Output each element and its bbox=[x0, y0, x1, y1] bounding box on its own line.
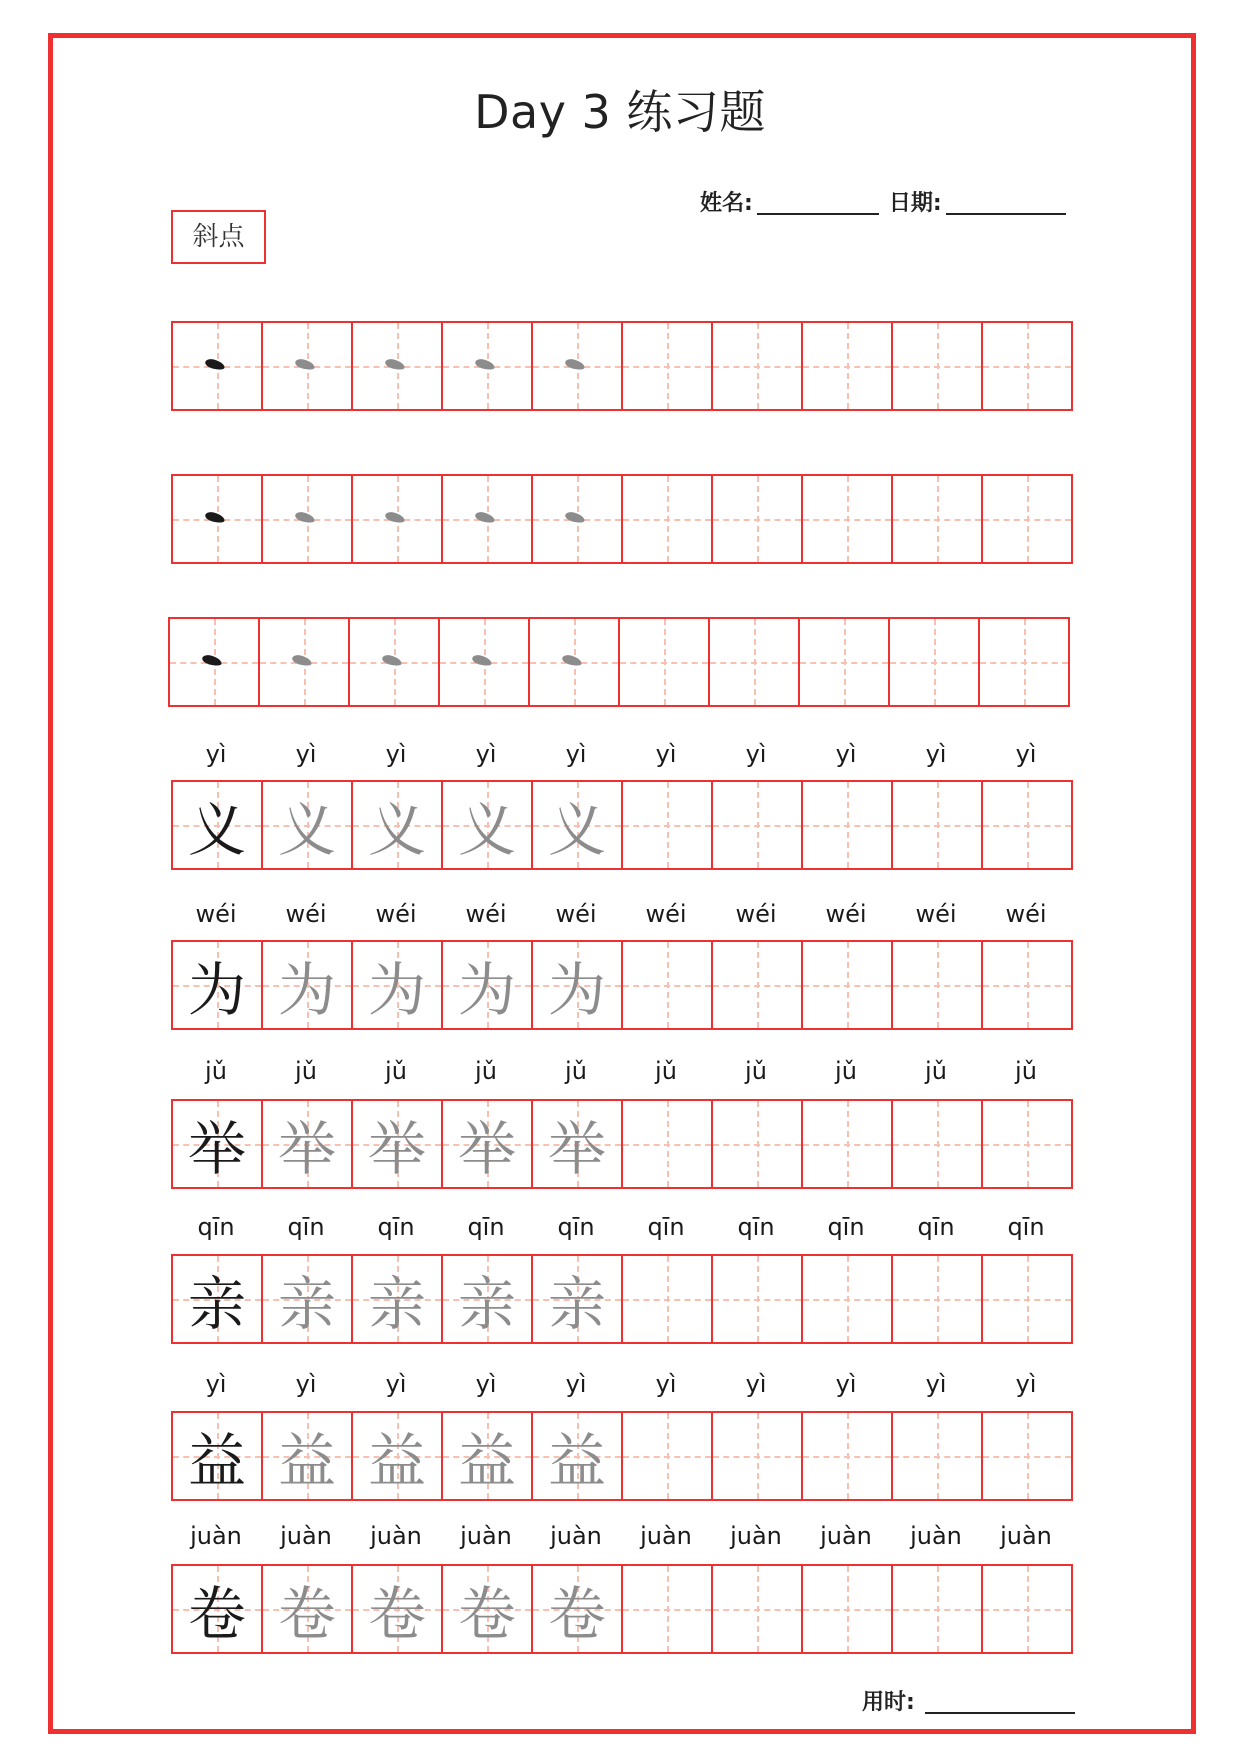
trace-cell bbox=[441, 940, 533, 1030]
pinyin-label: yì bbox=[1015, 1370, 1037, 1398]
pinyin-label: yì bbox=[835, 1370, 857, 1398]
dot-stroke-icon bbox=[291, 654, 313, 668]
pinyin-label: yì bbox=[295, 740, 317, 768]
empty-writing-cell[interactable] bbox=[981, 1564, 1073, 1654]
name-label: 姓名: bbox=[700, 191, 753, 216]
pinyin-label: juàn bbox=[190, 1522, 242, 1550]
pinyin-label: juàn bbox=[910, 1522, 962, 1550]
empty-writing-cell[interactable] bbox=[891, 474, 983, 564]
empty-writing-cell[interactable] bbox=[981, 940, 1073, 1030]
trace-cell bbox=[261, 1254, 353, 1344]
character-glyph: 举 bbox=[457, 1115, 516, 1183]
empty-writing-cell[interactable] bbox=[981, 780, 1073, 870]
empty-writing-cell[interactable] bbox=[621, 1564, 713, 1654]
model-cell bbox=[171, 474, 263, 564]
trace-cell bbox=[351, 1564, 443, 1654]
character-glyph: 为 bbox=[367, 956, 426, 1024]
character-glyph: 卷 bbox=[367, 1580, 426, 1648]
pinyin-label: yì bbox=[925, 1370, 947, 1398]
dot-stroke-icon bbox=[381, 654, 403, 668]
pinyin-label: yì bbox=[475, 1370, 497, 1398]
dot-stroke-icon bbox=[204, 511, 226, 525]
character-glyph: 卷 bbox=[547, 1580, 606, 1648]
dot-stroke-icon bbox=[204, 358, 226, 372]
pinyin-row bbox=[171, 1057, 1071, 1085]
character-glyph: 亲 bbox=[187, 1270, 246, 1338]
pinyin-label: jǔ bbox=[835, 1057, 857, 1085]
character-glyph: 卷 bbox=[457, 1580, 516, 1648]
pinyin-label: juàn bbox=[280, 1522, 332, 1550]
character-practice-row bbox=[171, 940, 1071, 1030]
pinyin-row bbox=[171, 1213, 1071, 1241]
pinyin-label: wéi bbox=[645, 900, 687, 928]
pinyin-label: jǔ bbox=[925, 1057, 947, 1085]
pinyin-label: yì bbox=[205, 1370, 227, 1398]
trace-cell bbox=[438, 617, 530, 707]
model-cell bbox=[171, 940, 263, 1030]
character-glyph: 亲 bbox=[277, 1270, 336, 1338]
model-cell bbox=[171, 1254, 263, 1344]
trace-cell bbox=[441, 780, 533, 870]
dot-stroke-icon bbox=[471, 654, 493, 668]
character-glyph: 举 bbox=[367, 1115, 426, 1183]
empty-writing-cell[interactable] bbox=[711, 1254, 803, 1344]
pinyin-label: qīn bbox=[647, 1213, 685, 1241]
pinyin-label: wéi bbox=[285, 900, 327, 928]
pinyin-label: jǔ bbox=[1015, 1057, 1037, 1085]
empty-writing-cell[interactable] bbox=[798, 617, 890, 707]
pinyin-label: qīn bbox=[287, 1213, 325, 1241]
pinyin-label: yì bbox=[385, 1370, 407, 1398]
character-glyph: 为 bbox=[187, 956, 246, 1024]
page-title: Day 3 练习题 bbox=[474, 85, 766, 139]
character-glyph: 为 bbox=[457, 956, 516, 1024]
pinyin-label: yì bbox=[835, 740, 857, 768]
empty-writing-cell[interactable] bbox=[891, 1564, 983, 1654]
trace-cell bbox=[261, 321, 353, 411]
student-meta bbox=[700, 186, 1076, 217]
character-practice-row bbox=[171, 780, 1071, 870]
character-glyph: 亲 bbox=[547, 1270, 606, 1338]
trace-cell bbox=[258, 617, 350, 707]
character-glyph: 益 bbox=[457, 1427, 516, 1495]
pinyin-label: yì bbox=[745, 740, 767, 768]
dot-stroke-icon bbox=[294, 511, 316, 525]
trace-cell bbox=[531, 940, 623, 1030]
pinyin-label: yì bbox=[745, 1370, 767, 1398]
model-cell bbox=[171, 1411, 263, 1501]
character-glyph: 举 bbox=[187, 1115, 246, 1183]
character-glyph: 义 bbox=[277, 796, 336, 864]
pinyin-label: yì bbox=[655, 1370, 677, 1398]
empty-writing-cell[interactable] bbox=[981, 321, 1073, 411]
empty-writing-cell[interactable] bbox=[801, 1254, 893, 1344]
pinyin-label: qīn bbox=[557, 1213, 595, 1241]
dot-stroke-icon bbox=[474, 511, 496, 525]
empty-writing-cell[interactable] bbox=[708, 617, 800, 707]
pinyin-label: jǔ bbox=[475, 1057, 497, 1085]
stroke-practice-row bbox=[171, 474, 1071, 564]
empty-writing-cell[interactable] bbox=[711, 1099, 803, 1189]
empty-writing-cell[interactable] bbox=[711, 321, 803, 411]
date-field[interactable] bbox=[946, 189, 1066, 215]
trace-cell bbox=[441, 321, 533, 411]
model-cell bbox=[171, 321, 263, 411]
empty-writing-cell[interactable] bbox=[981, 1099, 1073, 1189]
empty-writing-cell[interactable] bbox=[888, 617, 980, 707]
pinyin-row bbox=[171, 740, 1071, 768]
pinyin-label: wéi bbox=[1005, 900, 1047, 928]
trace-cell bbox=[261, 1099, 353, 1189]
trace-cell bbox=[351, 1099, 443, 1189]
pinyin-label: qīn bbox=[917, 1213, 955, 1241]
empty-writing-cell[interactable] bbox=[711, 940, 803, 1030]
character-glyph: 义 bbox=[187, 796, 246, 864]
trace-cell bbox=[261, 474, 353, 564]
trace-cell bbox=[531, 474, 623, 564]
pinyin-row bbox=[171, 1370, 1071, 1398]
time-label: 用时: bbox=[862, 1690, 915, 1715]
character-glyph: 益 bbox=[187, 1427, 246, 1495]
trace-cell bbox=[441, 1411, 533, 1501]
character-glyph: 义 bbox=[547, 796, 606, 864]
date-label: 日期: bbox=[888, 191, 942, 216]
pinyin-label: juàn bbox=[640, 1522, 692, 1550]
empty-writing-cell[interactable] bbox=[981, 474, 1073, 564]
empty-writing-cell[interactable] bbox=[891, 1411, 983, 1501]
empty-writing-cell[interactable] bbox=[621, 780, 713, 870]
trace-cell bbox=[261, 940, 353, 1030]
empty-writing-cell[interactable] bbox=[801, 940, 893, 1030]
character-glyph: 亲 bbox=[457, 1270, 516, 1338]
pinyin-label: juàn bbox=[820, 1522, 872, 1550]
empty-writing-cell[interactable] bbox=[621, 474, 713, 564]
trace-cell bbox=[441, 1564, 533, 1654]
trace-cell bbox=[261, 780, 353, 870]
trace-cell bbox=[531, 321, 623, 411]
pinyin-label: yì bbox=[925, 740, 947, 768]
empty-writing-cell[interactable] bbox=[621, 940, 713, 1030]
trace-cell bbox=[351, 474, 443, 564]
character-glyph: 为 bbox=[547, 956, 606, 1024]
pinyin-label: jǔ bbox=[205, 1057, 227, 1085]
pinyin-label: juàn bbox=[370, 1522, 422, 1550]
pinyin-label: yì bbox=[475, 740, 497, 768]
pinyin-label: qīn bbox=[377, 1213, 415, 1241]
pinyin-label: yì bbox=[565, 1370, 587, 1398]
pinyin-label: wéi bbox=[195, 900, 237, 928]
pinyin-label: wéi bbox=[735, 900, 777, 928]
character-glyph: 卷 bbox=[187, 1580, 246, 1648]
model-cell bbox=[171, 780, 263, 870]
pinyin-label: jǔ bbox=[655, 1057, 677, 1085]
trace-cell bbox=[261, 1564, 353, 1654]
trace-cell bbox=[531, 1254, 623, 1344]
trace-cell bbox=[351, 1411, 443, 1501]
pinyin-label: jǔ bbox=[385, 1057, 407, 1085]
pinyin-row bbox=[171, 1522, 1071, 1550]
trace-cell bbox=[441, 474, 533, 564]
pinyin-label: yì bbox=[295, 1370, 317, 1398]
stroke-practice-row bbox=[171, 321, 1071, 411]
empty-writing-cell[interactable] bbox=[801, 1099, 893, 1189]
trace-cell bbox=[531, 1099, 623, 1189]
dot-stroke-icon bbox=[564, 511, 586, 525]
trace-cell bbox=[261, 1411, 353, 1501]
dot-stroke-icon bbox=[201, 654, 223, 668]
empty-writing-cell[interactable] bbox=[711, 474, 803, 564]
pinyin-label: qīn bbox=[737, 1213, 775, 1241]
model-cell bbox=[171, 1564, 263, 1654]
empty-writing-cell[interactable] bbox=[801, 1411, 893, 1501]
dot-stroke-icon bbox=[294, 358, 316, 372]
dot-stroke-icon bbox=[564, 358, 586, 372]
empty-writing-cell[interactable] bbox=[621, 1254, 713, 1344]
model-cell bbox=[168, 617, 260, 707]
empty-writing-cell[interactable] bbox=[801, 780, 893, 870]
dot-stroke-icon bbox=[384, 511, 406, 525]
footer bbox=[862, 1685, 1075, 1716]
trace-cell bbox=[531, 780, 623, 870]
character-glyph: 义 bbox=[367, 796, 426, 864]
pinyin-label: qīn bbox=[1007, 1213, 1045, 1241]
pinyin-label: juàn bbox=[460, 1522, 512, 1550]
character-practice-row bbox=[171, 1411, 1071, 1501]
empty-writing-cell[interactable] bbox=[801, 474, 893, 564]
empty-writing-cell[interactable] bbox=[711, 1411, 803, 1501]
empty-writing-cell[interactable] bbox=[981, 1411, 1073, 1501]
stroke-practice-row bbox=[168, 617, 1068, 707]
empty-writing-cell[interactable] bbox=[981, 1254, 1073, 1344]
trace-cell bbox=[351, 780, 443, 870]
character-glyph: 举 bbox=[547, 1115, 606, 1183]
pinyin-label: wéi bbox=[465, 900, 507, 928]
character-glyph: 益 bbox=[547, 1427, 606, 1495]
empty-writing-cell[interactable] bbox=[891, 780, 983, 870]
pinyin-label: yì bbox=[205, 740, 227, 768]
empty-writing-cell[interactable] bbox=[891, 1254, 983, 1344]
character-glyph: 义 bbox=[457, 796, 516, 864]
pinyin-label: juàn bbox=[1000, 1522, 1052, 1550]
character-glyph: 卷 bbox=[277, 1580, 336, 1648]
pinyin-label: qīn bbox=[197, 1213, 235, 1241]
pinyin-label: juàn bbox=[730, 1522, 782, 1550]
pinyin-label: juàn bbox=[550, 1522, 602, 1550]
trace-cell bbox=[441, 1254, 533, 1344]
character-glyph: 益 bbox=[367, 1427, 426, 1495]
empty-writing-cell[interactable] bbox=[891, 1099, 983, 1189]
trace-cell bbox=[531, 1411, 623, 1501]
empty-writing-cell[interactable] bbox=[891, 940, 983, 1030]
stroke-label-box: 斜点 bbox=[171, 210, 266, 264]
trace-cell bbox=[528, 617, 620, 707]
trace-cell bbox=[441, 1099, 533, 1189]
empty-writing-cell[interactable] bbox=[621, 321, 713, 411]
trace-cell bbox=[351, 1254, 443, 1344]
model-cell bbox=[171, 1099, 263, 1189]
empty-writing-cell[interactable] bbox=[711, 780, 803, 870]
pinyin-label: yì bbox=[655, 740, 677, 768]
pinyin-label: qīn bbox=[467, 1213, 505, 1241]
pinyin-label: wéi bbox=[825, 900, 867, 928]
dot-stroke-icon bbox=[561, 654, 583, 668]
character-practice-row bbox=[171, 1099, 1071, 1189]
character-glyph: 举 bbox=[277, 1115, 336, 1183]
trace-cell bbox=[351, 321, 443, 411]
character-practice-row bbox=[171, 1564, 1071, 1654]
pinyin-label: jǔ bbox=[745, 1057, 767, 1085]
pinyin-label: yì bbox=[1015, 740, 1037, 768]
empty-writing-cell[interactable] bbox=[621, 1411, 713, 1501]
pinyin-label: wéi bbox=[555, 900, 597, 928]
trace-cell bbox=[531, 1564, 623, 1654]
dot-stroke-icon bbox=[384, 358, 406, 372]
empty-writing-cell[interactable] bbox=[618, 617, 710, 707]
empty-writing-cell[interactable] bbox=[801, 1564, 893, 1654]
time-field[interactable] bbox=[925, 1688, 1075, 1714]
character-glyph: 为 bbox=[277, 956, 336, 1024]
pinyin-label: wéi bbox=[375, 900, 417, 928]
empty-writing-cell[interactable] bbox=[711, 1564, 803, 1654]
pinyin-row bbox=[171, 900, 1071, 928]
name-field[interactable] bbox=[757, 189, 879, 215]
character-glyph: 益 bbox=[277, 1427, 336, 1495]
character-glyph: 亲 bbox=[367, 1270, 426, 1338]
dot-stroke-icon bbox=[474, 358, 496, 372]
pinyin-label: yì bbox=[385, 740, 407, 768]
empty-writing-cell[interactable] bbox=[801, 321, 893, 411]
empty-writing-cell[interactable] bbox=[621, 1099, 713, 1189]
character-practice-row bbox=[171, 1254, 1071, 1344]
pinyin-label: wéi bbox=[915, 900, 957, 928]
pinyin-label: jǔ bbox=[295, 1057, 317, 1085]
empty-writing-cell[interactable] bbox=[978, 617, 1070, 707]
empty-writing-cell[interactable] bbox=[891, 321, 983, 411]
trace-cell bbox=[348, 617, 440, 707]
trace-cell bbox=[351, 940, 443, 1030]
pinyin-label: jǔ bbox=[565, 1057, 587, 1085]
pinyin-label: yì bbox=[565, 740, 587, 768]
pinyin-label: qīn bbox=[827, 1213, 865, 1241]
